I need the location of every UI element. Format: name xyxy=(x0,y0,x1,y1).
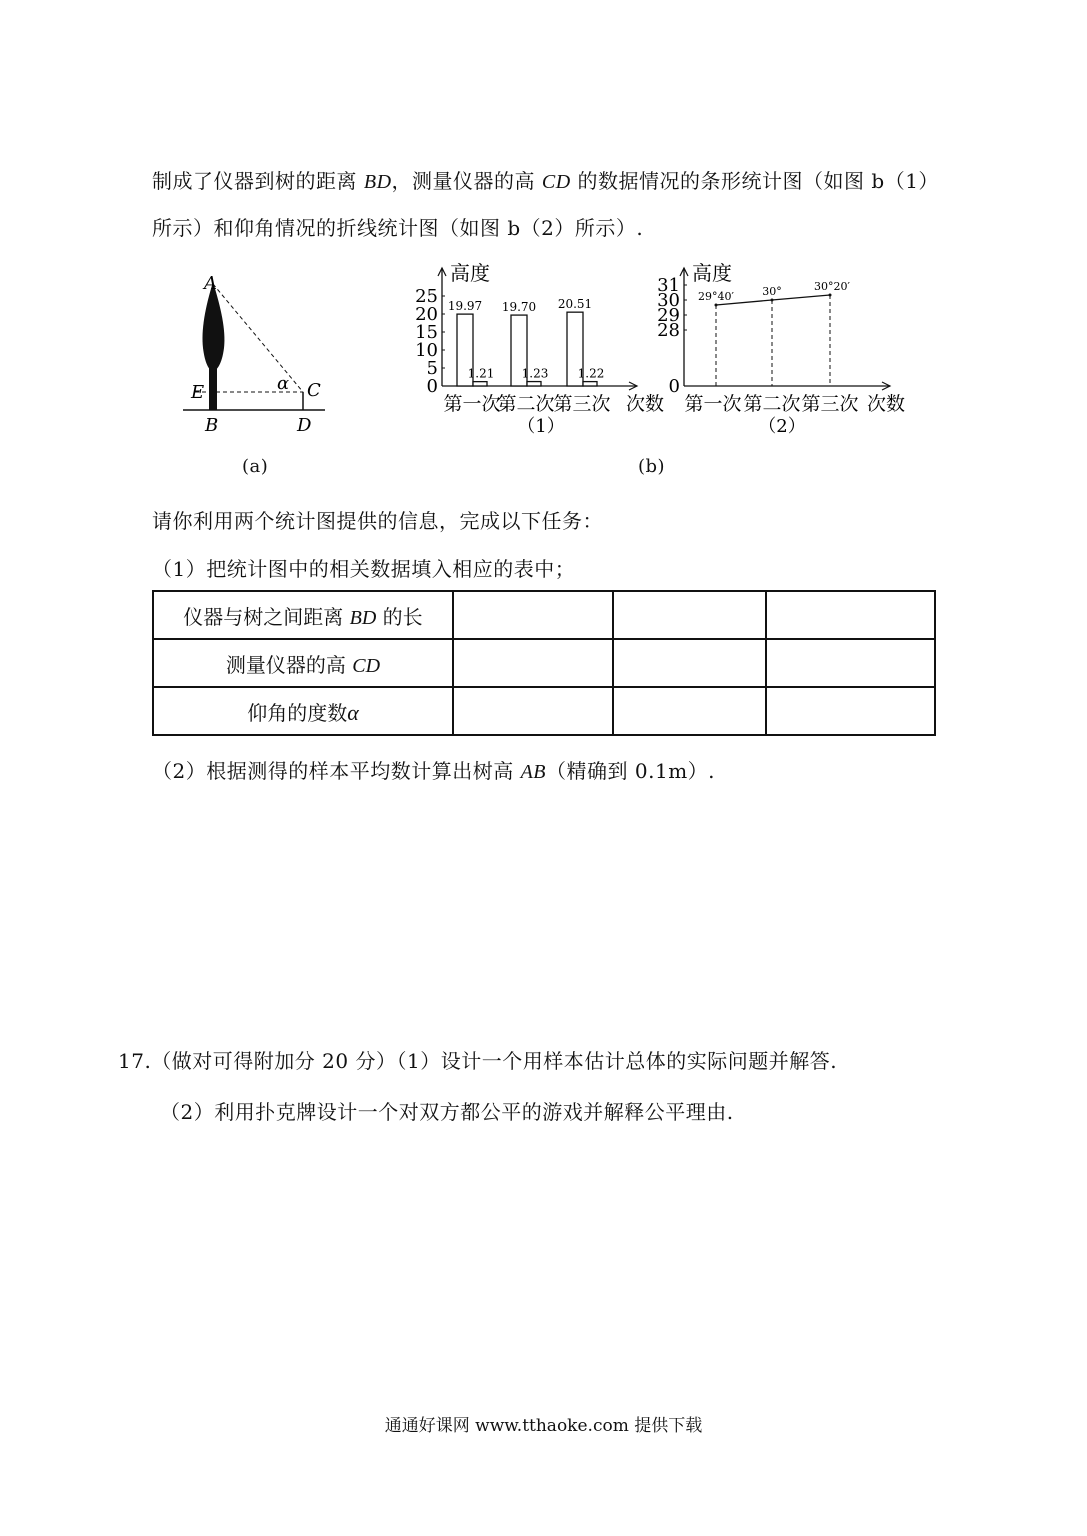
table-row xyxy=(153,591,935,639)
line-chart-elevation-angle xyxy=(657,258,915,438)
point-value-label: 29°40′ xyxy=(698,289,734,303)
x-tick-label: 第三次 xyxy=(801,393,859,415)
data-point xyxy=(715,303,718,306)
intro-line-1 xyxy=(152,165,939,194)
label-d: D xyxy=(297,415,312,436)
table-row xyxy=(153,639,935,687)
chart-caption: （1） xyxy=(517,416,565,437)
x-axis-label: 次数 xyxy=(866,393,906,415)
y-tick-label: 10 xyxy=(415,340,438,361)
point-value-label: 30°20′ xyxy=(814,280,850,294)
label-b: B xyxy=(205,415,219,436)
var-bd: BD xyxy=(349,606,377,629)
table-cell-empty xyxy=(766,591,935,639)
y-tick-label: 28 xyxy=(657,320,680,341)
cell-text: 仪器与树之间距离 xyxy=(183,604,350,629)
question-1: （1）把统计图中的相关数据填入相应的表中； xyxy=(152,557,576,581)
bar-value-label: 1.21 xyxy=(467,366,495,381)
data-point xyxy=(829,294,832,297)
var-cd: CD xyxy=(541,171,571,193)
y-tick-label: 5 xyxy=(426,358,438,379)
data-table xyxy=(152,590,936,736)
figure-a-caption: (a) xyxy=(242,456,269,477)
table-row xyxy=(153,687,935,735)
bar-value-label: 19.70 xyxy=(501,300,537,315)
bar xyxy=(527,382,541,386)
question-17-line-1: 17.（做对可得附加分 20 分）（1）设计一个用样本估计总体的实际问题并解答. xyxy=(118,1049,838,1073)
label-a: A xyxy=(204,273,217,294)
bar-value-label: 1.22 xyxy=(577,366,605,381)
question-17-line-2: （2）利用扑克牌设计一个对双方都公平的游戏并解释公平理由. xyxy=(160,1100,734,1124)
q2-text: （2）根据测得的样本平均数计算出树高 xyxy=(152,759,521,783)
footer-text: 通通好课网 www.tthaoke.com 提供下载 xyxy=(384,1416,703,1436)
label-alpha: α xyxy=(277,373,290,394)
bar-value-label: 19.97 xyxy=(447,299,483,314)
label-c: C xyxy=(307,380,321,401)
task-intro: 请你利用两个统计图提供的信息，完成以下任务： xyxy=(152,509,603,533)
intro-text: 的数据情况的条形统计图（如图 b（1） xyxy=(570,169,939,193)
intro-text: ，测量仪器的高 xyxy=(391,169,542,193)
table-header-cd xyxy=(153,639,453,687)
table-cell-empty xyxy=(766,639,935,687)
bar-value-label: 20.51 xyxy=(557,297,593,312)
var-alpha: α xyxy=(347,699,359,725)
table-cell-empty xyxy=(453,591,613,639)
figure-a-tree-diagram xyxy=(175,268,345,438)
table-header-alpha xyxy=(153,687,453,735)
bar-chart-distance-height xyxy=(415,258,670,438)
y-tick-label: 30 xyxy=(657,290,680,311)
var-ab: AB xyxy=(520,761,547,783)
bar xyxy=(583,382,597,386)
bar-value-label: 1.23 xyxy=(521,366,549,381)
question-2 xyxy=(152,755,715,784)
bar xyxy=(473,382,487,386)
table-cell-empty xyxy=(453,687,613,735)
var-bd: BD xyxy=(363,171,392,193)
figure-b-caption: (b) xyxy=(638,456,666,477)
label-e: E xyxy=(191,382,205,403)
x-tick-label: 第二次 xyxy=(743,393,801,415)
x-axis-label: 次数 xyxy=(625,393,665,415)
x-tick-label: 第一次 xyxy=(443,393,501,415)
table-cell-empty xyxy=(453,639,613,687)
var-cd: CD xyxy=(352,654,381,677)
y-tick-label: 15 xyxy=(415,322,438,343)
x-tick-label: 第二次 xyxy=(497,393,555,415)
q2-text: （精确到 0.1m）. xyxy=(546,759,716,783)
data-point xyxy=(771,299,774,302)
intro-line-2: 所示）和仰角情况的折线统计图（如图 b（2）所示）. xyxy=(152,216,644,240)
y-tick-label: 31 xyxy=(657,275,680,296)
y-tick-label: 25 xyxy=(415,286,438,307)
table-header-bd xyxy=(153,591,453,639)
sight-line xyxy=(213,284,303,392)
x-tick-label: 第三次 xyxy=(553,393,611,415)
intro-text: 制成了仪器到树的距离 xyxy=(152,169,364,193)
cell-text: 仰角的度数 xyxy=(247,700,348,725)
y-tick-label: 0 xyxy=(668,376,680,397)
chart-caption: （2） xyxy=(758,416,806,437)
point-value-label: 30° xyxy=(762,285,782,298)
tree-trunk xyxy=(209,368,217,410)
table-cell-empty xyxy=(613,687,766,735)
cell-text: 测量仪器的高 xyxy=(225,652,353,677)
tree-canopy xyxy=(202,282,224,372)
table-cell-empty xyxy=(613,591,766,639)
y-tick-label: 0 xyxy=(426,376,438,397)
y-axis-label: 高度 xyxy=(692,261,732,285)
table-cell-empty xyxy=(766,687,935,735)
table-cell-empty xyxy=(613,639,766,687)
y-tick-label: 29 xyxy=(657,305,680,326)
cell-text: 的长 xyxy=(376,604,423,629)
x-tick-label: 第一次 xyxy=(684,393,742,415)
y-tick-label: 20 xyxy=(415,304,438,325)
y-axis-label: 高度 xyxy=(450,261,490,285)
